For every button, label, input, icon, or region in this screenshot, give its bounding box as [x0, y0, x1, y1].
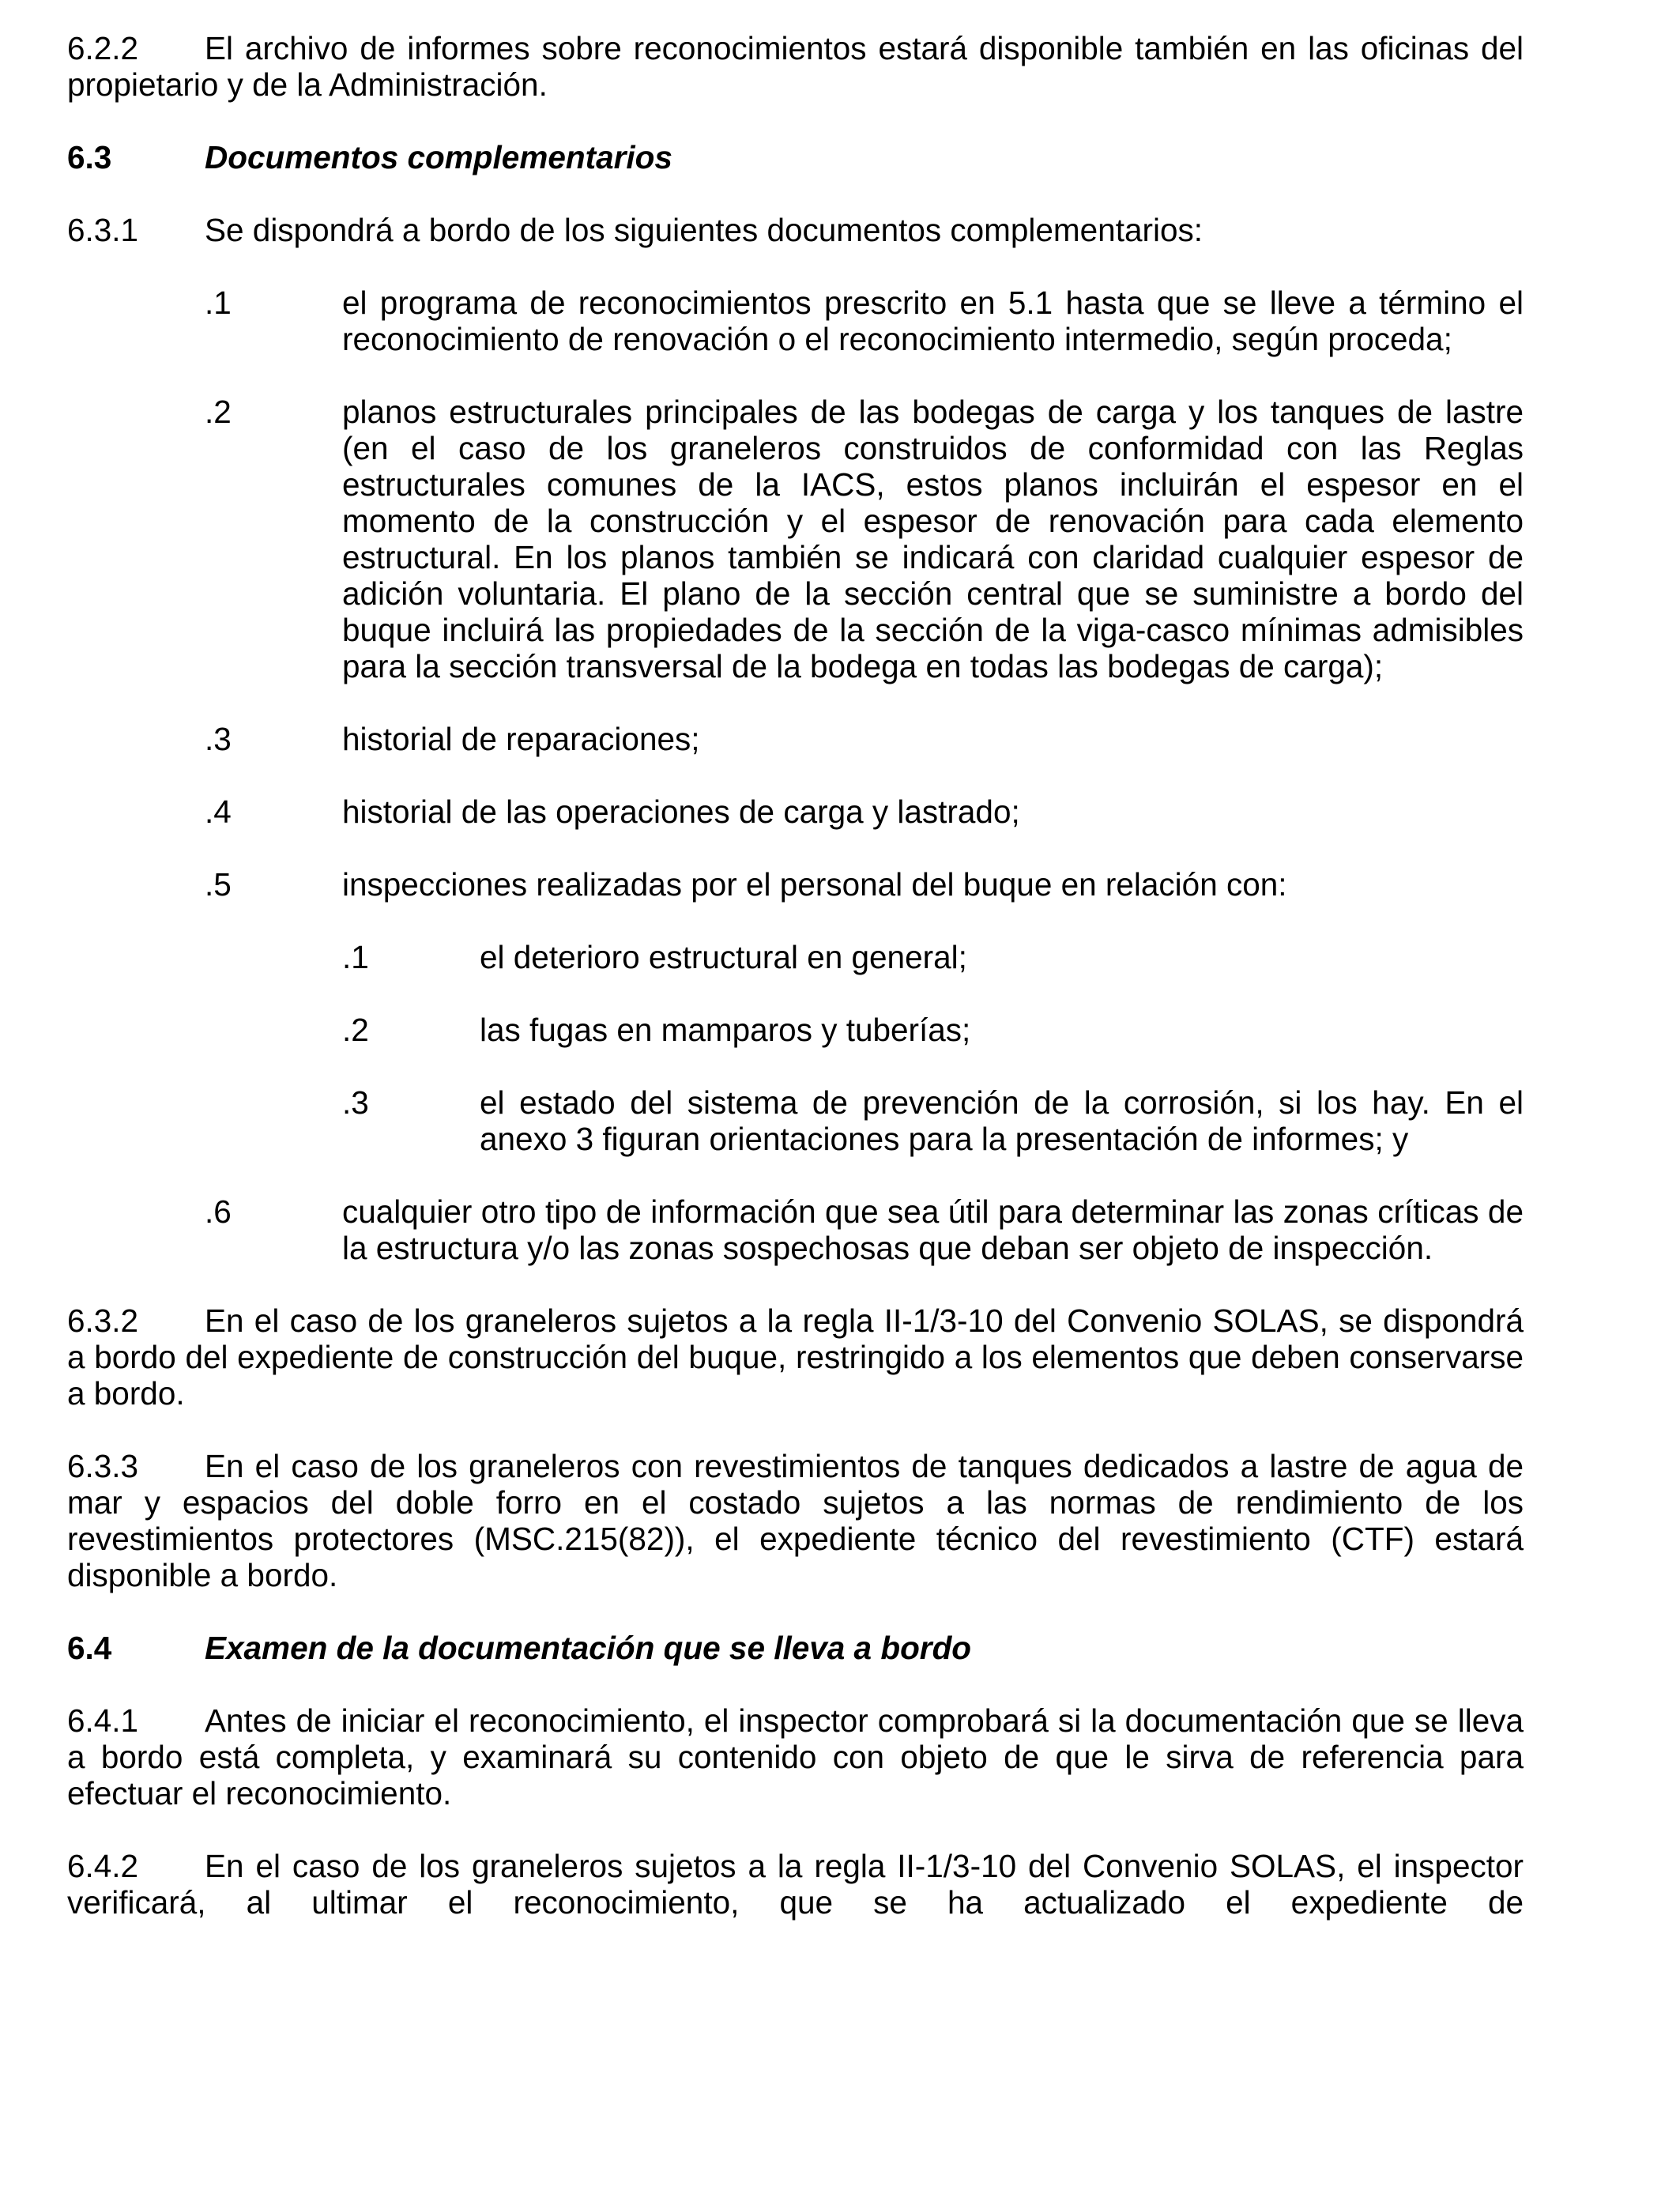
paragraph-text: En el caso de los graneleros sujetos a la regla II-1/3-10 del Convenio SOLAS, el inspector verificará, al ultimar el reconocimiento, que se ha actualizado el expediente de [67, 1848, 1524, 1921]
paragraph-text: Se dispondrá a bordo de los siguientes documentos complementarios: [205, 212, 1203, 248]
list-item-label: .3 [205, 721, 232, 757]
list-item-text: historial de reparaciones; [342, 721, 700, 757]
paragraph-6-2-2 [67, 30, 1524, 103]
sub-list-item-3 [67, 1084, 1524, 1157]
paragraph-6-3-1 [67, 212, 1524, 248]
document-page [67, 30, 1524, 1921]
section-heading-6-4 [67, 1630, 1524, 1666]
paragraph-text: El archivo de informes sobre reconocimientos estará disponible también en las oficinas del propietario y de la Administración. [67, 30, 1524, 103]
paragraph-6-4-2 [67, 1848, 1524, 1921]
sub-list-item-1 [67, 939, 1524, 975]
paragraph-number: 6.3.3 [67, 1448, 139, 1484]
list-item-label: .2 [205, 394, 232, 430]
section-heading-6-3 [67, 139, 1524, 175]
paragraph-text: En el caso de los graneleros con revestimientos de tanques dedicados a lastre de agua de mar y espacios del doble forro en el costado sujetos a las normas de rendimiento de los revestimientos protectores (MSC.215(82)), el expediente técnico del revestimiento (CTF) estará disponible a bordo. [67, 1448, 1524, 1593]
list-item-1 [67, 285, 1524, 357]
section-title: Examen de la documentación que se lleva a bordo [205, 1630, 972, 1666]
sub-list-item-label: .3 [342, 1084, 369, 1121]
section-title: Documentos complementarios [205, 139, 672, 175]
paragraph-text: Antes de iniciar el reconocimiento, el inspector comprobará si la documentación que se lleva a bordo está completa, y examinará su contenido con objeto de que le sirva de referencia para efectuar el reconocimiento. [67, 1702, 1524, 1811]
sub-list-item-text: el deterioro estructural en general; [480, 939, 967, 975]
list-item-5 [67, 866, 1524, 903]
sub-list-item-2 [67, 1012, 1524, 1048]
list-item-2 [67, 394, 1524, 684]
list-item-4 [67, 794, 1524, 830]
paragraph-6-3-2 [67, 1302, 1524, 1412]
list-item-label: .1 [205, 285, 232, 321]
list-item-3 [67, 721, 1524, 757]
paragraph-6-3-3 [67, 1448, 1524, 1593]
list-item-label: .4 [205, 794, 232, 830]
list-item-text: el programa de reconocimientos prescrito en 5.1 hasta que se lleve a término el reconocimiento de renovación o el reconocimiento intermedio, según proceda; [342, 285, 1524, 357]
section-number: 6.4 [67, 1630, 112, 1666]
paragraph-number: 6.4.1 [67, 1702, 139, 1739]
list-item-label: .6 [205, 1193, 232, 1230]
sub-list-item-label: .2 [342, 1012, 369, 1048]
list-item-text: planos estructurales principales de las bodegas de carga y los tanques de lastre (en el caso de los graneleros construidos de conformidad con las Reglas estructurales comunes de la IACS, estos planos incluirán el espesor en el momento de la construcción y el espesor de renovación para cada elemento estructural. En los planos también se indicará con claridad cualquier espesor de adición voluntaria. El plano de la sección central que se suministre a bordo del buque incluirá las propiedades de la sección de la viga-casco mínimas admisibles para la sección transversal de la bodega en todas las bodegas de carga); [342, 394, 1524, 684]
sub-list-item-text: las fugas en mamparos y tuberías; [480, 1012, 971, 1048]
paragraph-number: 6.3.1 [67, 212, 139, 248]
list-item-text: inspecciones realizadas por el personal del buque en relación con: [342, 866, 1287, 903]
paragraph-number: 6.2.2 [67, 30, 139, 66]
list-item-text: historial de las operaciones de carga y lastrado; [342, 794, 1020, 830]
list-item-6 [67, 1193, 1524, 1266]
section-number: 6.3 [67, 139, 112, 175]
paragraph-6-4-1 [67, 1702, 1524, 1811]
sub-list-item-text: el estado del sistema de prevención de la corrosión, si los hay. En el anexo 3 figuran orientaciones para la presentación de informes; y [480, 1084, 1524, 1157]
list-item-label: .5 [205, 866, 232, 903]
sub-list-item-label: .1 [342, 939, 369, 975]
paragraph-number: 6.4.2 [67, 1848, 139, 1884]
paragraph-text: En el caso de los graneleros sujetos a la regla II-1/3-10 del Convenio SOLAS, se dispondrá a bordo del expediente de construcción del buque, restringido a los elementos que deben conservarse a bordo. [67, 1302, 1524, 1412]
list-item-text: cualquier otro tipo de información que sea útil para determinar las zonas críticas de la estructura y/o las zonas sospechosas que deban ser objeto de inspección. [342, 1193, 1524, 1266]
paragraph-number: 6.3.2 [67, 1302, 139, 1339]
